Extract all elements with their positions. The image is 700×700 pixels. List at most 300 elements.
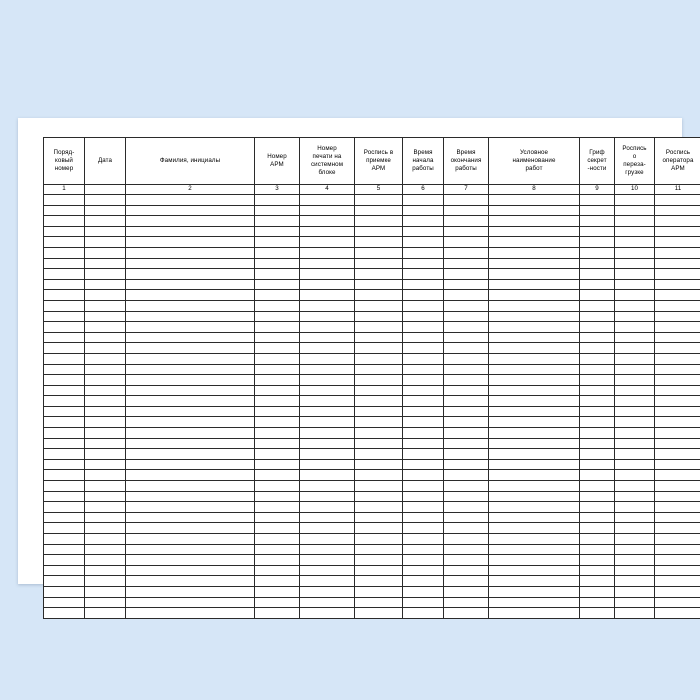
- table-cell[interactable]: [126, 586, 255, 597]
- table-cell[interactable]: [44, 406, 85, 417]
- table-cell[interactable]: [44, 512, 85, 523]
- table-cell[interactable]: [255, 375, 300, 386]
- table-cell[interactable]: [85, 597, 126, 608]
- table-cell[interactable]: [444, 512, 489, 523]
- table-cell[interactable]: [355, 502, 403, 513]
- table-cell[interactable]: [580, 417, 615, 428]
- table-row[interactable]: [44, 237, 700, 248]
- table-cell[interactable]: [580, 300, 615, 311]
- table-cell[interactable]: [85, 608, 126, 619]
- table-cell[interactable]: [300, 449, 355, 460]
- table-cell[interactable]: [444, 417, 489, 428]
- table-cell[interactable]: [300, 417, 355, 428]
- table-cell[interactable]: [85, 544, 126, 555]
- table-cell[interactable]: [355, 237, 403, 248]
- table-cell[interactable]: [444, 449, 489, 460]
- table-cell[interactable]: [44, 195, 85, 206]
- table-cell[interactable]: [255, 247, 300, 258]
- table-cell[interactable]: [615, 332, 655, 343]
- table-cell[interactable]: [44, 364, 85, 375]
- table-cell[interactable]: [44, 608, 85, 619]
- table-cell[interactable]: [489, 237, 580, 248]
- table-cell[interactable]: [489, 512, 580, 523]
- table-cell[interactable]: [355, 544, 403, 555]
- table-cell[interactable]: [300, 565, 355, 576]
- table-cell[interactable]: [655, 322, 700, 333]
- table-cell[interactable]: [255, 343, 300, 354]
- table-cell[interactable]: [580, 491, 615, 502]
- table-cell[interactable]: [255, 332, 300, 343]
- table-cell[interactable]: [403, 237, 444, 248]
- table-cell[interactable]: [444, 438, 489, 449]
- table-cell[interactable]: [300, 406, 355, 417]
- table-cell[interactable]: [580, 544, 615, 555]
- table-cell[interactable]: [44, 258, 85, 269]
- table-cell[interactable]: [403, 417, 444, 428]
- table-cell[interactable]: [300, 343, 355, 354]
- table-cell[interactable]: [255, 438, 300, 449]
- table-cell[interactable]: [403, 396, 444, 407]
- table-cell[interactable]: [444, 269, 489, 280]
- table-cell[interactable]: [255, 364, 300, 375]
- table-cell[interactable]: [580, 565, 615, 576]
- table-cell[interactable]: [655, 364, 700, 375]
- table-cell[interactable]: [44, 502, 85, 513]
- table-row[interactable]: [44, 534, 700, 545]
- table-cell[interactable]: [300, 332, 355, 343]
- table-cell[interactable]: [355, 247, 403, 258]
- table-cell[interactable]: [580, 205, 615, 216]
- table-cell[interactable]: [300, 544, 355, 555]
- table-cell[interactable]: [615, 290, 655, 301]
- table-cell[interactable]: [489, 332, 580, 343]
- table-cell[interactable]: [580, 470, 615, 481]
- table-row[interactable]: [44, 290, 700, 301]
- table-row[interactable]: [44, 565, 700, 576]
- table-cell[interactable]: [615, 438, 655, 449]
- table-cell[interactable]: [489, 406, 580, 417]
- table-cell[interactable]: [44, 205, 85, 216]
- table-cell[interactable]: [655, 343, 700, 354]
- table-cell[interactable]: [615, 353, 655, 364]
- table-cell[interactable]: [126, 332, 255, 343]
- table-cell[interactable]: [255, 576, 300, 587]
- table-cell[interactable]: [403, 385, 444, 396]
- table-cell[interactable]: [85, 428, 126, 439]
- table-cell[interactable]: [126, 502, 255, 513]
- table-cell[interactable]: [615, 195, 655, 206]
- table-cell[interactable]: [615, 406, 655, 417]
- table-cell[interactable]: [355, 512, 403, 523]
- table-cell[interactable]: [126, 385, 255, 396]
- table-cell[interactable]: [355, 311, 403, 322]
- table-cell[interactable]: [615, 364, 655, 375]
- table-cell[interactable]: [85, 205, 126, 216]
- table-cell[interactable]: [489, 459, 580, 470]
- table-cell[interactable]: [355, 481, 403, 492]
- table-cell[interactable]: [355, 279, 403, 290]
- table-cell[interactable]: [655, 470, 700, 481]
- table-cell[interactable]: [44, 576, 85, 587]
- table-cell[interactable]: [300, 237, 355, 248]
- table-cell[interactable]: [300, 438, 355, 449]
- table-cell[interactable]: [489, 470, 580, 481]
- table-cell[interactable]: [85, 258, 126, 269]
- table-cell[interactable]: [255, 322, 300, 333]
- table-cell[interactable]: [85, 364, 126, 375]
- table-row[interactable]: [44, 332, 700, 343]
- table-cell[interactable]: [126, 279, 255, 290]
- table-cell[interactable]: [355, 597, 403, 608]
- table-cell[interactable]: [85, 216, 126, 227]
- table-cell[interactable]: [44, 523, 85, 534]
- table-cell[interactable]: [489, 269, 580, 280]
- table-cell[interactable]: [355, 470, 403, 481]
- table-cell[interactable]: [255, 608, 300, 619]
- table-cell[interactable]: [444, 322, 489, 333]
- table-cell[interactable]: [300, 322, 355, 333]
- table-row[interactable]: [44, 375, 700, 386]
- table-cell[interactable]: [255, 512, 300, 523]
- table-cell[interactable]: [403, 247, 444, 258]
- table-cell[interactable]: [580, 385, 615, 396]
- table-cell[interactable]: [615, 565, 655, 576]
- table-cell[interactable]: [44, 396, 85, 407]
- table-cell[interactable]: [615, 597, 655, 608]
- table-cell[interactable]: [403, 502, 444, 513]
- table-cell[interactable]: [655, 565, 700, 576]
- table-cell[interactable]: [580, 459, 615, 470]
- table-cell[interactable]: [85, 247, 126, 258]
- table-cell[interactable]: [403, 449, 444, 460]
- table-cell[interactable]: [444, 576, 489, 587]
- table-cell[interactable]: [126, 438, 255, 449]
- table-cell[interactable]: [489, 491, 580, 502]
- table-cell[interactable]: [489, 438, 580, 449]
- table-cell[interactable]: [403, 459, 444, 470]
- table-cell[interactable]: [615, 449, 655, 460]
- table-cell[interactable]: [85, 459, 126, 470]
- table-cell[interactable]: [126, 406, 255, 417]
- table-cell[interactable]: [355, 406, 403, 417]
- table-cell[interactable]: [403, 491, 444, 502]
- table-row[interactable]: [44, 576, 700, 587]
- table-cell[interactable]: [300, 195, 355, 206]
- table-row[interactable]: [44, 491, 700, 502]
- table-cell[interactable]: [255, 406, 300, 417]
- table-cell[interactable]: [300, 216, 355, 227]
- table-cell[interactable]: [580, 269, 615, 280]
- table-cell[interactable]: [615, 237, 655, 248]
- table-cell[interactable]: [403, 428, 444, 439]
- table-cell[interactable]: [580, 555, 615, 566]
- table-row[interactable]: [44, 608, 700, 619]
- table-cell[interactable]: [355, 375, 403, 386]
- table-cell[interactable]: [615, 216, 655, 227]
- table-cell[interactable]: [444, 565, 489, 576]
- table-cell[interactable]: [444, 195, 489, 206]
- table-cell[interactable]: [355, 396, 403, 407]
- table-cell[interactable]: [489, 290, 580, 301]
- table-row[interactable]: [44, 353, 700, 364]
- table-cell[interactable]: [615, 608, 655, 619]
- table-cell[interactable]: [126, 322, 255, 333]
- table-cell[interactable]: [489, 216, 580, 227]
- table-row[interactable]: [44, 279, 700, 290]
- table-cell[interactable]: [444, 258, 489, 269]
- table-cell[interactable]: [44, 290, 85, 301]
- table-row[interactable]: [44, 300, 700, 311]
- table-cell[interactable]: [580, 343, 615, 354]
- table-cell[interactable]: [85, 586, 126, 597]
- table-cell[interactable]: [489, 608, 580, 619]
- table-cell[interactable]: [44, 428, 85, 439]
- table-cell[interactable]: [403, 512, 444, 523]
- table-cell[interactable]: [615, 396, 655, 407]
- table-cell[interactable]: [403, 565, 444, 576]
- table-row[interactable]: [44, 523, 700, 534]
- table-cell[interactable]: [44, 375, 85, 386]
- table-row[interactable]: [44, 195, 700, 206]
- table-cell[interactable]: [126, 576, 255, 587]
- table-cell[interactable]: [580, 534, 615, 545]
- table-cell[interactable]: [126, 417, 255, 428]
- table-cell[interactable]: [444, 311, 489, 322]
- table-cell[interactable]: [255, 555, 300, 566]
- table-cell[interactable]: [85, 269, 126, 280]
- table-cell[interactable]: [44, 449, 85, 460]
- table-cell[interactable]: [300, 353, 355, 364]
- table-cell[interactable]: [580, 523, 615, 534]
- table-cell[interactable]: [126, 481, 255, 492]
- table-cell[interactable]: [300, 555, 355, 566]
- table-cell[interactable]: [355, 353, 403, 364]
- table-cell[interactable]: [300, 385, 355, 396]
- table-cell[interactable]: [44, 343, 85, 354]
- table-cell[interactable]: [355, 205, 403, 216]
- table-cell[interactable]: [615, 417, 655, 428]
- table-row[interactable]: [44, 226, 700, 237]
- table-cell[interactable]: [489, 353, 580, 364]
- table-cell[interactable]: [403, 343, 444, 354]
- table-cell[interactable]: [300, 534, 355, 545]
- table-cell[interactable]: [580, 226, 615, 237]
- table-row[interactable]: [44, 258, 700, 269]
- table-cell[interactable]: [444, 396, 489, 407]
- table-cell[interactable]: [44, 353, 85, 364]
- table-cell[interactable]: [85, 332, 126, 343]
- table-cell[interactable]: [615, 534, 655, 545]
- table-cell[interactable]: [580, 438, 615, 449]
- table-cell[interactable]: [355, 586, 403, 597]
- table-cell[interactable]: [255, 226, 300, 237]
- table-cell[interactable]: [403, 481, 444, 492]
- table-cell[interactable]: [300, 470, 355, 481]
- table-cell[interactable]: [489, 343, 580, 354]
- table-cell[interactable]: [355, 343, 403, 354]
- table-cell[interactable]: [444, 544, 489, 555]
- table-cell[interactable]: [580, 279, 615, 290]
- table-cell[interactable]: [85, 195, 126, 206]
- table-cell[interactable]: [355, 491, 403, 502]
- table-cell[interactable]: [615, 544, 655, 555]
- table-cell[interactable]: [126, 534, 255, 545]
- table-cell[interactable]: [655, 449, 700, 460]
- table-cell[interactable]: [300, 512, 355, 523]
- table-cell[interactable]: [85, 311, 126, 322]
- table-cell[interactable]: [444, 237, 489, 248]
- table-cell[interactable]: [44, 534, 85, 545]
- table-cell[interactable]: [655, 491, 700, 502]
- table-cell[interactable]: [444, 586, 489, 597]
- table-row[interactable]: [44, 406, 700, 417]
- table-cell[interactable]: [355, 290, 403, 301]
- table-cell[interactable]: [403, 226, 444, 237]
- table-cell[interactable]: [44, 322, 85, 333]
- table-cell[interactable]: [489, 523, 580, 534]
- table-cell[interactable]: [444, 205, 489, 216]
- table-cell[interactable]: [403, 290, 444, 301]
- table-row[interactable]: [44, 385, 700, 396]
- table-cell[interactable]: [444, 247, 489, 258]
- table-cell[interactable]: [85, 523, 126, 534]
- table-cell[interactable]: [489, 258, 580, 269]
- table-cell[interactable]: [580, 428, 615, 439]
- table-cell[interactable]: [126, 343, 255, 354]
- table-cell[interactable]: [44, 226, 85, 237]
- table-cell[interactable]: [615, 523, 655, 534]
- table-cell[interactable]: [489, 428, 580, 439]
- table-cell[interactable]: [44, 237, 85, 248]
- table-cell[interactable]: [126, 290, 255, 301]
- table-cell[interactable]: [580, 512, 615, 523]
- table-cell[interactable]: [444, 534, 489, 545]
- table-cell[interactable]: [126, 247, 255, 258]
- table-cell[interactable]: [85, 300, 126, 311]
- table-cell[interactable]: [444, 385, 489, 396]
- table-row[interactable]: [44, 269, 700, 280]
- table-cell[interactable]: [300, 428, 355, 439]
- table-cell[interactable]: [85, 396, 126, 407]
- table-cell[interactable]: [300, 608, 355, 619]
- table-cell[interactable]: [300, 364, 355, 375]
- table-cell[interactable]: [615, 311, 655, 322]
- table-cell[interactable]: [85, 470, 126, 481]
- table-cell[interactable]: [615, 269, 655, 280]
- table-cell[interactable]: [403, 279, 444, 290]
- table-cell[interactable]: [580, 597, 615, 608]
- table-cell[interactable]: [615, 258, 655, 269]
- table-cell[interactable]: [85, 406, 126, 417]
- table-cell[interactable]: [615, 322, 655, 333]
- table-cell[interactable]: [44, 491, 85, 502]
- table-cell[interactable]: [655, 216, 700, 227]
- table-cell[interactable]: [615, 300, 655, 311]
- table-cell[interactable]: [126, 375, 255, 386]
- table-cell[interactable]: [300, 396, 355, 407]
- table-cell[interactable]: [300, 290, 355, 301]
- table-cell[interactable]: [355, 608, 403, 619]
- table-cell[interactable]: [580, 481, 615, 492]
- table-cell[interactable]: [85, 290, 126, 301]
- table-cell[interactable]: [355, 300, 403, 311]
- table-cell[interactable]: [85, 343, 126, 354]
- table-cell[interactable]: [615, 343, 655, 354]
- table-cell[interactable]: [655, 608, 700, 619]
- table-cell[interactable]: [355, 364, 403, 375]
- table-cell[interactable]: [85, 322, 126, 333]
- table-cell[interactable]: [489, 195, 580, 206]
- table-cell[interactable]: [300, 205, 355, 216]
- table-cell[interactable]: [355, 322, 403, 333]
- table-cell[interactable]: [255, 459, 300, 470]
- table-cell[interactable]: [655, 300, 700, 311]
- table-row[interactable]: [44, 364, 700, 375]
- table-cell[interactable]: [444, 481, 489, 492]
- table-cell[interactable]: [255, 481, 300, 492]
- table-cell[interactable]: [615, 512, 655, 523]
- table-cell[interactable]: [615, 205, 655, 216]
- table-cell[interactable]: [403, 322, 444, 333]
- table-cell[interactable]: [489, 597, 580, 608]
- table-cell[interactable]: [44, 544, 85, 555]
- table-cell[interactable]: [444, 459, 489, 470]
- table-row[interactable]: [44, 343, 700, 354]
- table-cell[interactable]: [85, 417, 126, 428]
- table-cell[interactable]: [255, 470, 300, 481]
- table-cell[interactable]: [655, 512, 700, 523]
- table-cell[interactable]: [403, 195, 444, 206]
- table-cell[interactable]: [489, 300, 580, 311]
- table-cell[interactable]: [255, 205, 300, 216]
- table-cell[interactable]: [444, 406, 489, 417]
- table-cell[interactable]: [126, 258, 255, 269]
- table-cell[interactable]: [126, 311, 255, 322]
- table-cell[interactable]: [355, 428, 403, 439]
- table-cell[interactable]: [655, 481, 700, 492]
- table-cell[interactable]: [615, 279, 655, 290]
- table-cell[interactable]: [403, 597, 444, 608]
- table-cell[interactable]: [126, 396, 255, 407]
- table-cell[interactable]: [655, 428, 700, 439]
- table-cell[interactable]: [85, 353, 126, 364]
- table-cell[interactable]: [44, 565, 85, 576]
- table-cell[interactable]: [355, 565, 403, 576]
- table-cell[interactable]: [403, 406, 444, 417]
- table-cell[interactable]: [403, 269, 444, 280]
- table-cell[interactable]: [44, 481, 85, 492]
- table-cell[interactable]: [655, 597, 700, 608]
- table-cell[interactable]: [355, 534, 403, 545]
- table-cell[interactable]: [403, 332, 444, 343]
- table-cell[interactable]: [655, 195, 700, 206]
- table-cell[interactable]: [44, 438, 85, 449]
- table-cell[interactable]: [655, 406, 700, 417]
- table-cell[interactable]: [403, 534, 444, 545]
- table-row[interactable]: [44, 555, 700, 566]
- table-cell[interactable]: [655, 576, 700, 587]
- table-cell[interactable]: [85, 237, 126, 248]
- table-cell[interactable]: [615, 481, 655, 492]
- table-cell[interactable]: [255, 195, 300, 206]
- table-cell[interactable]: [403, 300, 444, 311]
- table-cell[interactable]: [444, 290, 489, 301]
- table-cell[interactable]: [126, 565, 255, 576]
- table-cell[interactable]: [615, 385, 655, 396]
- table-cell[interactable]: [355, 332, 403, 343]
- table-cell[interactable]: [85, 385, 126, 396]
- table-cell[interactable]: [255, 417, 300, 428]
